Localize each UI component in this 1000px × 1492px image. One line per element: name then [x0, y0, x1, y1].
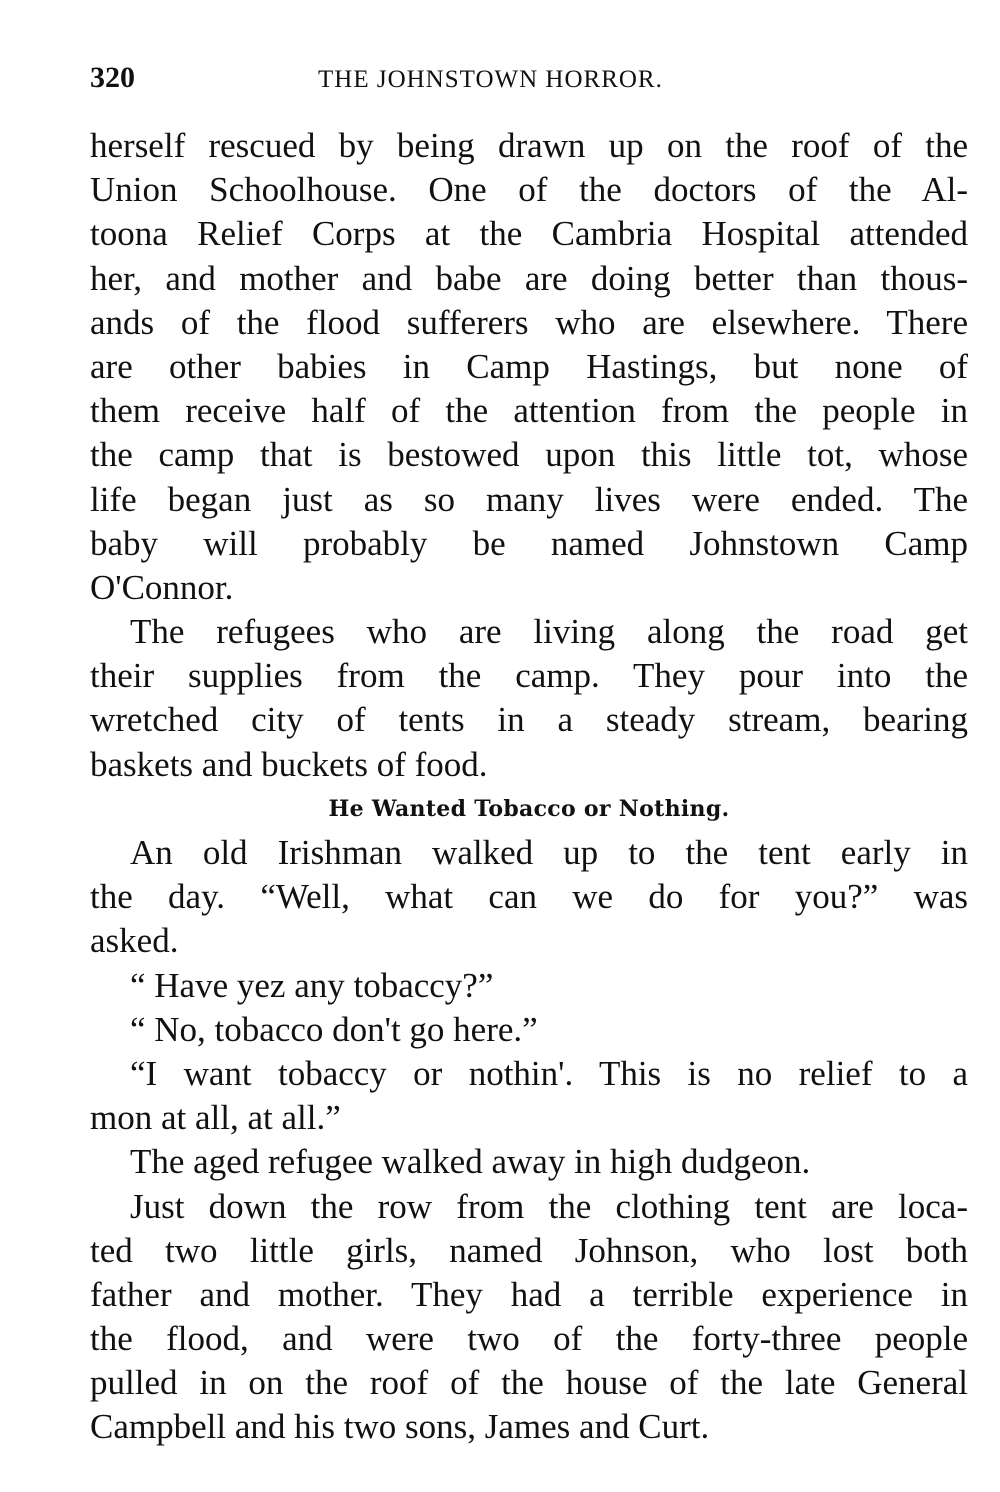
text-line: baby will probably be named Johnstown Camp [90, 523, 968, 563]
text-line: The refugees who are living along the road get [130, 612, 968, 652]
text-line: the camp that is bestowed upon this little tot, whose [90, 435, 968, 475]
text-line: ands of the flood sufferers who are elsewhere. There [90, 302, 968, 342]
running-title: THE JOHNSTOWN HORROR. [318, 66, 663, 93]
body-text [90, 124, 968, 1450]
section-subheading: He Wanted Tobacco or Nothing. [328, 795, 730, 822]
paragraph [90, 1140, 968, 1184]
text-line: An old Irishman walked up to the tent early in [130, 833, 968, 872]
text-line: “I want tobaccy or nothin'. This is no relief to a [130, 1053, 968, 1093]
paragraph [90, 1008, 968, 1052]
paragraph [90, 964, 968, 1008]
text-line: their supplies from the camp. They pour into the [90, 656, 968, 696]
text-line: the day. “Well, what can we do for you?” was [90, 877, 968, 917]
text-line: Union Schoolhouse. One of the doctors of the Al- [90, 170, 968, 210]
text-line: toona Relief Corps at the Cambria Hospital attended [90, 214, 968, 254]
text-line: her, and mother and babe are doing better than thous- [90, 258, 968, 298]
text-line: asked. [90, 921, 179, 961]
page-number: 320 [90, 61, 135, 94]
text-line: “ Have yez any tobaccy?” [130, 965, 494, 1005]
text-line: them receive half of the attention from the people in [90, 391, 968, 431]
text-line: O'Connor. [90, 567, 234, 607]
paragraph [90, 124, 968, 610]
text-line: father and mother. They had a terrible experience in [90, 1274, 968, 1314]
text-line: ted two little girls, named Johnson, who lost both [90, 1230, 968, 1270]
text-line: mon at all, at all.” [90, 1098, 341, 1138]
text-line: Campbell and his two sons, James and Curt. [90, 1407, 710, 1447]
text-line: baskets and buckets of food. [90, 744, 488, 784]
paragraph [90, 1052, 968, 1140]
paragraph [90, 1185, 968, 1450]
text-line: life began just as so many lives were ended. The [90, 479, 968, 519]
text-line: herself rescued by being drawn up on the roof of the [90, 126, 968, 165]
text-line: pulled in on the roof of the house of the late General [90, 1363, 968, 1403]
text-line: are other babies in Camp Hastings, but none of [90, 346, 968, 386]
text-line: the flood, and were two of the forty-three people [90, 1319, 968, 1359]
running-head [90, 60, 970, 100]
text-line: “ No, tobacco don't go here.” [130, 1009, 538, 1049]
paragraph [90, 831, 968, 964]
text-line: Just down the row from the clothing tent are loca- [130, 1186, 968, 1226]
paragraph [90, 610, 968, 787]
text-line: wretched city of tents in a steady stream, bearing [90, 700, 968, 740]
text-line: The aged refugee walked away in high dudgeon. [130, 1142, 811, 1182]
